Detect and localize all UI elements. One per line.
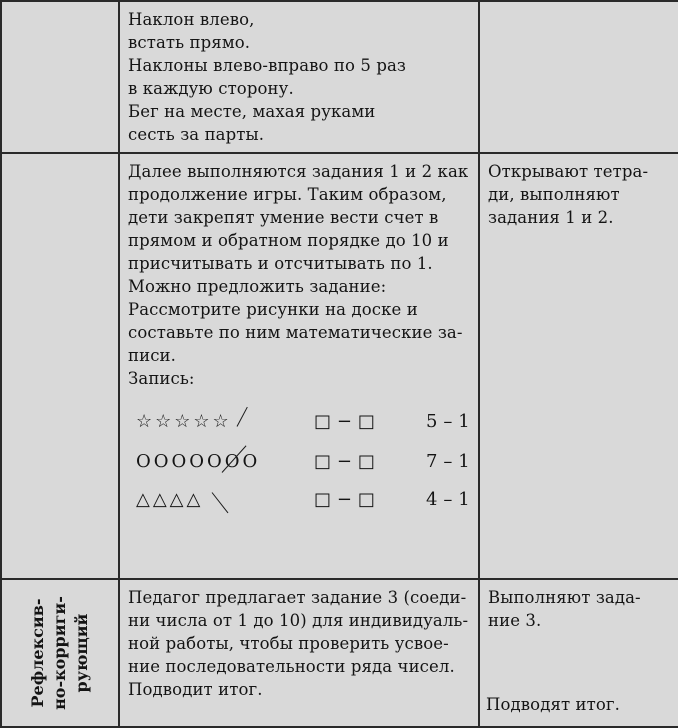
student-activity-cell [479,153,678,579]
teacher-line: ни числа от 1 до 10) для индивидуаль- [128,611,469,630]
stage-cell [1,1,119,153]
example-row-triangles [136,488,476,518]
teacher-line: Далее выполняются задания 1 и 2 как [128,162,469,181]
teacher-line: Наклон влево, [128,10,255,29]
teacher-line: составьте по ним математические за- [128,323,463,342]
stage-cell [1,579,119,727]
box-placeholder: □ − □ [314,489,376,510]
teacher-line: Можно предложить задание: [128,277,387,296]
teacher-line: дети закрепят умение вести счет в [128,208,439,227]
student-line: ди, выполняют [488,185,620,204]
teacher-line: Рассмотрите рисунки на доске и [128,300,418,319]
teacher-line: сесть за парты. [128,125,265,144]
teacher-line: в каждую сторону. [128,79,294,98]
student-line: ние 3. [488,611,542,630]
star-icons: ☆☆☆☆☆ [136,411,232,432]
circle-icons: ООООООО [136,451,261,472]
teacher-activity-cell [119,153,479,579]
student-line: задания 1 и 2. [488,208,614,227]
triangle-icons: △△△△ [136,489,204,510]
box-placeholder: □ − □ [314,411,376,432]
teacher-line: писи. [128,346,176,365]
table-row [1,153,678,579]
teacher-line: Наклоны влево-вправо по 5 раз [128,56,407,75]
teacher-activity-cell [119,579,479,727]
teacher-line: ние последовательности ряда чисел. [128,657,455,676]
student-summary: Подводят итог. [486,695,620,714]
subtraction-expression: 5 – 1 [426,411,470,432]
student-activity-cell [479,579,678,727]
teacher-line: Педагог предлагает задание 3 (соеди- [128,588,467,607]
example-row-circles [136,450,476,480]
teacher-line: встать прямо. [128,33,251,52]
strike-mark [237,407,248,427]
box-placeholder: □ − □ [314,451,376,472]
teacher-line: ной работы, чтобы проверить усвое- [128,634,449,653]
teacher-activity-cell [119,1,479,153]
stage-cell [1,153,119,579]
subtraction-expression: 7 – 1 [426,451,470,472]
example-row-stars [136,410,476,440]
table-row [1,1,678,153]
student-line: Открывают тетра- [488,162,649,181]
stage-line: но-корриги- [50,596,69,710]
stage-line: рующий [72,613,91,693]
example-diagram [128,396,472,518]
teacher-line: прямом и обратном порядке до 10 и [128,231,449,250]
student-line: Выполняют зада- [488,588,641,607]
stage-line: Рефлексив- [28,598,47,708]
stage-label [27,596,93,710]
teacher-line: продолжение игры. Таким образом, [128,185,447,204]
teacher-line: Бег на месте, махая руками [128,102,376,121]
teacher-line: Подводит итог. [128,680,263,699]
teacher-line: Запись: [128,369,195,388]
table-row [1,579,678,727]
strike-mark [212,492,229,513]
subtraction-expression: 4 – 1 [426,489,470,510]
student-activity-cell [479,1,678,153]
teacher-line: присчитывать и отсчитывать по 1. [128,254,433,273]
